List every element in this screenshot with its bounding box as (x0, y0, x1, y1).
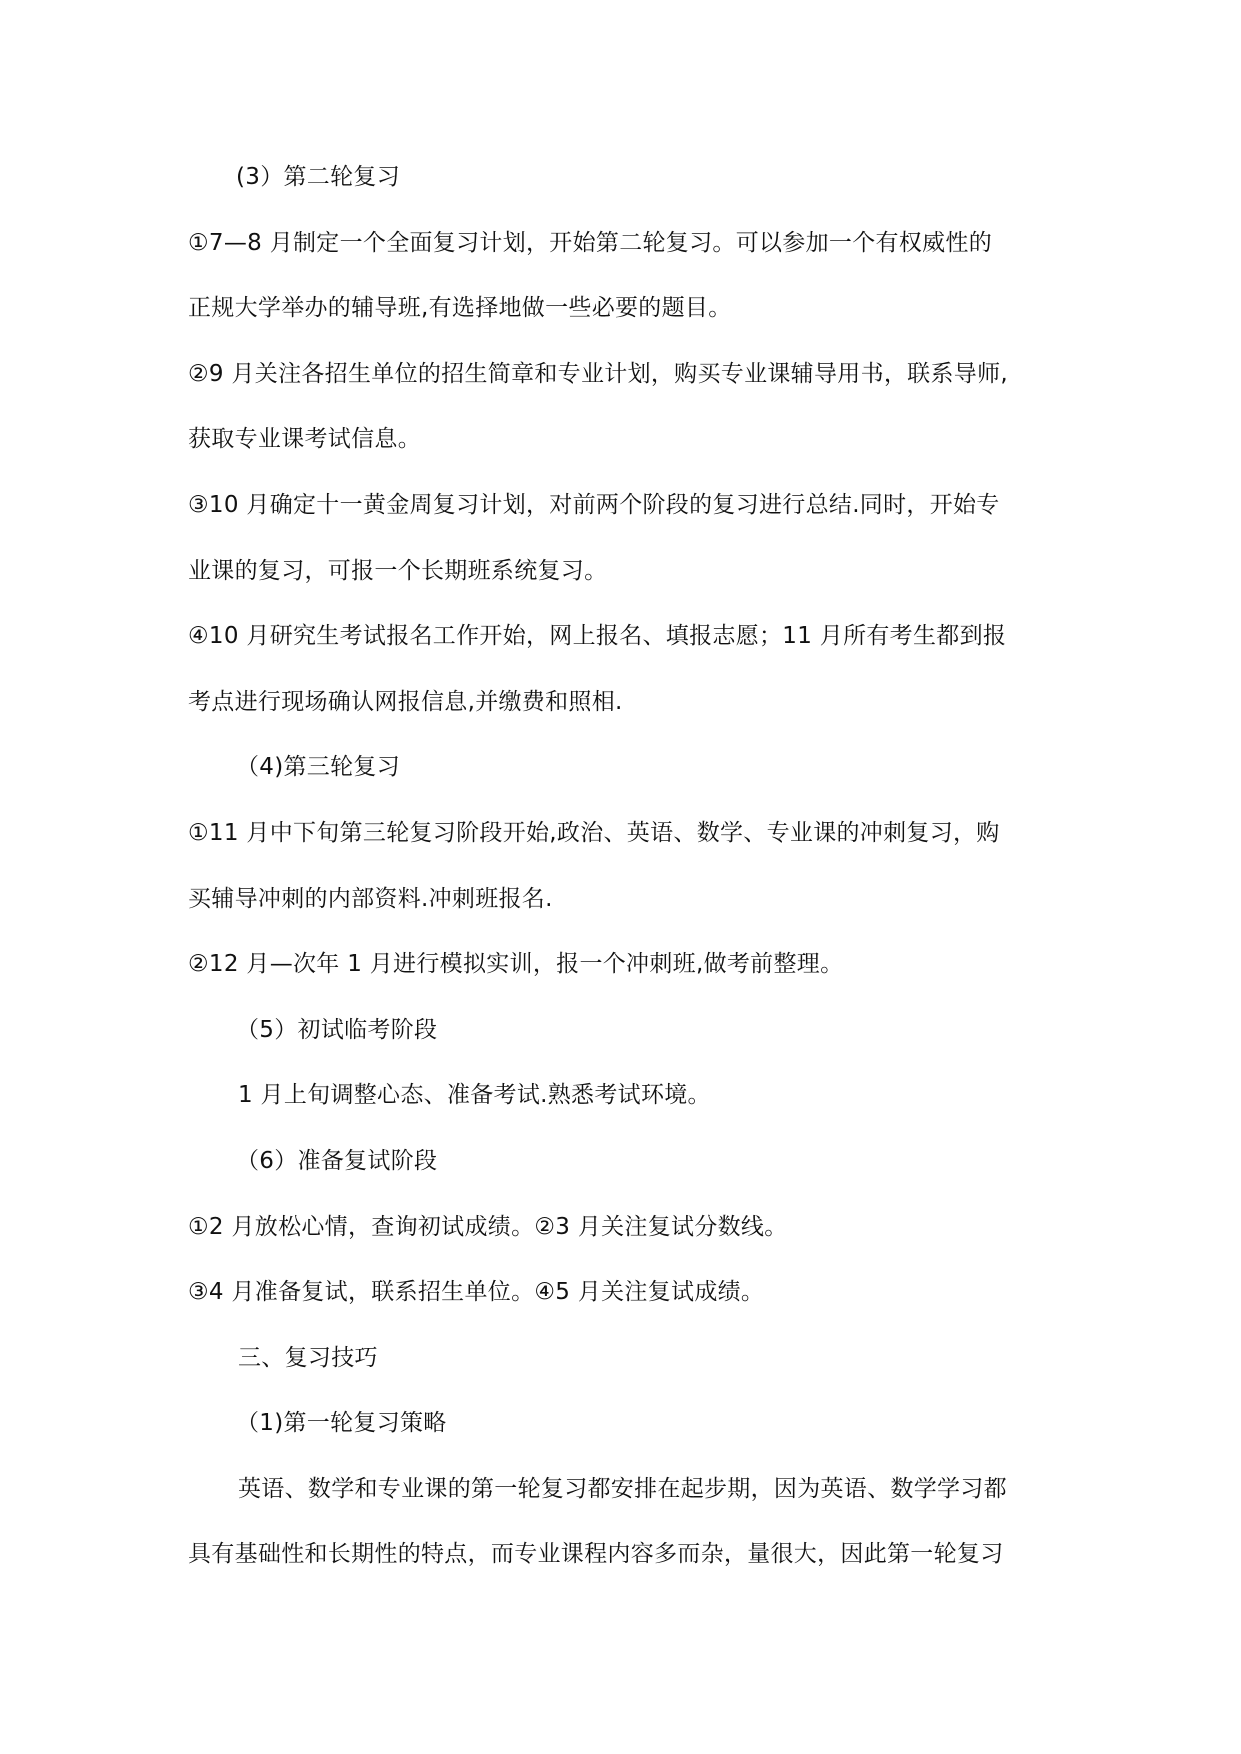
paragraph-line: 正规大学举办的辅导班,有选择地做一些必要的题目。 (188, 295, 732, 322)
section-heading-exam-stage: （5）初试临考阶段 (236, 1016, 438, 1043)
paragraph-line: 考点进行现场确认网报信息,并缴费和照相. (188, 688, 623, 715)
paragraph-line: ①11 月中下旬第三轮复习阶段开始,政治、英语、数学、专业课的冲刺复习，购 (188, 819, 1000, 846)
section-heading-retest-stage: （6）准备复试阶段 (236, 1147, 438, 1174)
paragraph-line: 业课的复习，可报一个长期班系统复习。 (188, 557, 608, 584)
section-heading-review-tips: 三、复习技巧 (238, 1344, 378, 1371)
paragraph-line: ③10 月确定十一黄金周复习计划，对前两个阶段的复习进行总结.同时，开始专 (188, 491, 1000, 518)
paragraph-line: ③4 月准备复试，联系招生单位。④5 月关注复试成绩。 (188, 1279, 765, 1306)
paragraph-line: 买辅导冲刺的内部资料.冲刺班报名. (188, 885, 553, 912)
paragraph-line: 具有基础性和长期性的特点，而专业课程内容多而杂，量很大，因此第一轮复习 (188, 1541, 1004, 1568)
paragraph-line: ①7—8 月制定一个全面复习计划，开始第二轮复习。可以参加一个有权威性的 (188, 229, 992, 256)
document-body (188, 160, 1058, 1603)
paragraph-line: ②9 月关注各招生单位的招生简章和专业计划，购买专业课辅导用书，联系导师, (188, 360, 1008, 387)
section-heading-round-two: (3）第二轮复习 (236, 164, 401, 190)
section-heading-round-three: （4)第三轮复习 (236, 754, 401, 781)
paragraph-line: 英语、数学和专业课的第一轮复习都安排在起步期，因为英语、数学学习都 (238, 1475, 1007, 1502)
paragraph-line: ①2 月放松心情，查询初试成绩。②3 月关注复试分数线。 (188, 1213, 788, 1240)
paragraph-line: 获取专业课考试信息。 (188, 426, 421, 453)
paragraph-line: 1 月上旬调整心态、准备考试.熟悉考试环境。 (238, 1082, 711, 1109)
paragraph-line: ②12 月—次年 1 月进行模拟实训，报一个冲刺班,做考前整理。 (188, 951, 844, 978)
paragraph-line: ④10 月研究生考试报名工作开始，网上报名、填报志愿；11 月所有考生都到报 (188, 623, 1007, 650)
section-heading-first-round-strategy: （1)第一轮复习策略 (236, 1410, 447, 1437)
